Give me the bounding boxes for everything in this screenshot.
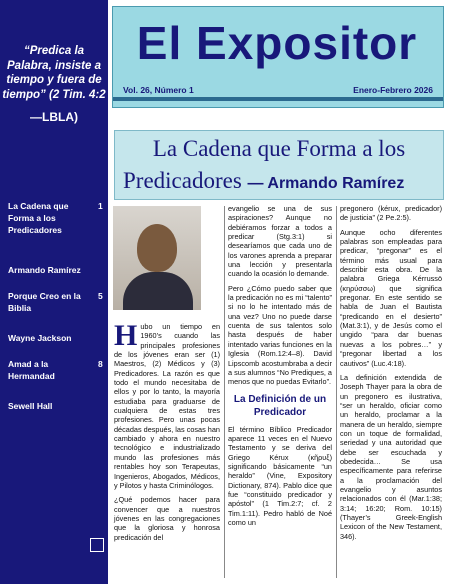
article-paragraph: Pero ¿Cómo puedo saber que la predicación no es mi “talento” si no lo he intentado más de una vez? Uno no puede darse cuenta de sus talentos solo hasta después de haber intentado varias funciones en la Iglesia (Rom.12:4–8). David Lipscomb acostumbraba a decir a sus alumnos “No Prediques, a menos que no puedas Evitarlo”. [228,283,332,387]
author-photo [113,206,201,310]
volume-label: Vol. 26, Número 1 [123,85,194,95]
toc-item[interactable] [8,290,106,314]
sidebar-box [90,538,104,552]
toc-page: 8 [98,359,103,369]
article-title-line2 [123,167,443,198]
article-title-line1: La Cadena que Forma a los [152,136,406,161]
toc-item[interactable] [8,200,106,236]
article-paragraph: Aunque ocho diferentes palabras son empleadas para predicar, “pregonar” es el término más usual para describir esta obra. De la palabra Griega Kérrussö (κηρύσσω) que significa pregonar. En este sentido se habla de Juan el Bautista “predicando en el desierto” (Mat.3:1), y de Jesús como el ungido “para dar buenas nuevas a los pobres…” y “pregonar libertad a los cautivos” (Luc.4:18). [340,227,442,368]
quote-ref: (2 Tim. 4:2 [48,88,106,101]
article-paragraph: El término Bíblico Predicador aparece 11 veces en el Nuevo Testamento y se deriva del Griego Kérux (κῆρυξ) significando básicamente “un heraldo” (Vine, Expository Dictionary, 874). Pablo dice que fue “constituido predicador y apóstol” (1 Tim.2:7; cf. 2 Tim.1:11). Pedro habló de Noé como un [228,424,332,527]
article-paragraph: ¿Qué podemos hacer para convencer que a nuestros jóvenes en las congregaciones que la gloriosa y honrosa predicación del [114,495,220,542]
toc-item[interactable] [8,358,106,382]
toc-title: Wayne Jackson [8,333,72,343]
article-author: — Armando Ramírez [247,175,405,192]
article-paragraph [114,319,220,490]
quote-text: “Predica la Palabra, insiste a tiempo y fuera de tiempo” [2,45,102,101]
sidebar [0,0,108,584]
drop-cap: H [114,319,138,352]
toc-item[interactable] [8,264,106,276]
toc-page: 1 [98,201,103,211]
toc-title: Porque Creo en la Biblia [8,291,81,313]
masthead-rule [113,97,443,101]
newsletter-title: El Expositor [136,17,418,69]
article-paragraph: evangelio se una de sus aspiraciones? Aunque no debiéramos forzar a todos a predicar (Stg.3:1) si desearíamos que cada uno de los varones aprenda a preparar una lección y presentarla cuando la ocasión lo demande. [228,204,332,279]
toc-page: 5 [98,291,103,301]
toc-title: La Cadena que Forma a los Predicadores [8,201,69,235]
article-column-1 [114,319,220,547]
article-title-box [114,130,444,200]
article-paragraph: pregonero (kérux, predicador) de justicia” (2 Pe.2:5). [340,204,442,223]
column-divider [224,206,225,578]
article-title-line2-text: Predicadores [123,168,242,193]
issue-date: Enero-Febrero 2026 [353,85,433,95]
quote-attribution: —LBLA) [30,110,78,124]
column-divider [336,206,337,578]
photo-head [137,224,177,272]
masthead [112,6,444,108]
article-paragraph: La definición extendida de Joseph Thayer para la obra de un pregonero es ilustrativa, “ser un heraldo, oficiar como un heraldo, proclamar a la manera de un heraldo, siempre con un toque de formalidad, seriedad y una autoridad que debe ser escuchada y obedecida… Se usa específicamente para referirse a la proclamación del evangelio y asuntos relacionados con él (Mar.1:38; 3:14; 16:20; Rom. 10:15) (Thayer’s Greek-English Lexicon of the New Testament, 346). [340,372,442,541]
article-column-3 [340,204,442,546]
sidebar-quote [2,44,106,125]
paragraph-text: ubo un tiempo en 1960’s cuando las principales profesiones de los jóvenes eran ser (1) Maestros, (2) Médicos y (3) Predicadores. La razón es que todo el mundo necesitaba de ellos y por lo tanto, la mayoría estudiaba para graduarse de cualquiera de estas tres profesiones. Pero unas pocas décadas después, las cosas han cambiado y ahora en nuestro tecnológico e industrializado mundo las profesiones más rentables hoy son Terapeutas, Ingenieros, Abogados, Médicos, y Pilotos y hasta Criminólogos. [114,322,220,490]
article-column-2 [228,204,332,532]
toc-title: Amad a la Hermandad [8,359,55,381]
section-heading: La Definición de un Predicador [233,393,327,418]
photo-shirt [123,272,193,310]
toc-title: Sewell Hall [8,401,53,411]
toc-item[interactable] [8,400,106,412]
toc-item[interactable] [8,332,106,344]
toc-title: Armando Ramírez [8,265,81,275]
